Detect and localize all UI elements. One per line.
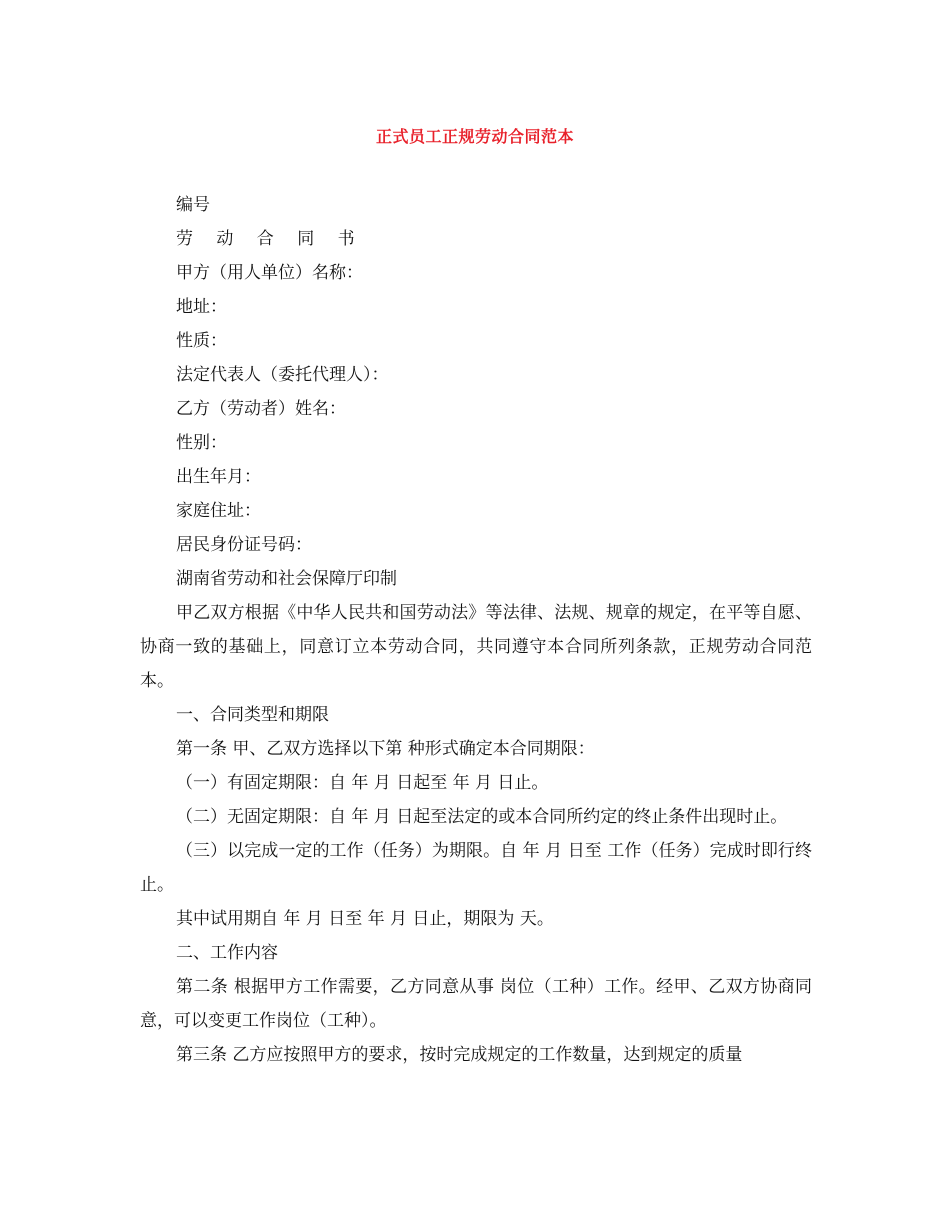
article-3: 第三条 乙方应按照甲方的要求，按时完成规定的工作数量，达到规定的质量 bbox=[176, 1045, 743, 1065]
id-number-field: 居民身份证号码： bbox=[176, 535, 312, 555]
document-title: 正式员工正规劳动合同范本 bbox=[375, 127, 574, 146]
employee-name-field: 乙方（劳动者）姓名： bbox=[176, 399, 346, 419]
preamble-paragraph: 甲乙双方根据《中华人民共和国劳动法》等法律、法规、规章的规定，在平等自愿、协商一致的基础上，同意订立本劳动合同，共同遵守本合同所列条款，正规劳动合同范本。 bbox=[140, 603, 812, 691]
section-heading-contract-type: 一、合同类型和期限 bbox=[176, 705, 329, 725]
article-2: 第二条 根据甲方工作需要，乙方同意从事 岗位（工种）工作。经甲、乙双方协商同意，可以变更工作岗位（工种）。 bbox=[140, 977, 812, 1031]
contract-number-label: 编号 bbox=[176, 195, 210, 215]
printed-by-line: 湖南省劳动和社会保障厅印制 bbox=[176, 569, 397, 589]
document-body bbox=[140, 188, 812, 1072]
article-1-option-1: （一）有固定期限：自 年 月 日起至 年 月 日止。 bbox=[176, 773, 549, 793]
legal-representative-field: 法定代表人（委托代理人）： bbox=[176, 365, 389, 385]
probation-period: 其中试用期自 年 月 日至 年 月 日止，期限为 天。 bbox=[176, 909, 554, 929]
article-1-option-3: （三）以完成一定的工作（任务）为期限。自 年 月 日至 工作（任务）完成时即行终止。 bbox=[140, 841, 812, 895]
address-field: 地址： bbox=[176, 297, 227, 317]
birth-date-field: 出生年月： bbox=[176, 467, 261, 487]
article-1: 第一条 甲、乙双方选择以下第 种形式确定本合同期限： bbox=[176, 739, 595, 759]
article-1-option-2: （二）无固定期限：自 年 月 日起至法定的或本合同所约定的终止条件出现时止。 bbox=[176, 807, 788, 827]
contract-heading: 劳 动 合 同 书 bbox=[176, 229, 364, 249]
gender-field: 性别： bbox=[176, 433, 227, 453]
employer-name-field: 甲方（用人单位）名称： bbox=[176, 263, 363, 283]
nature-field: 性质： bbox=[176, 331, 227, 351]
section-heading-work-content: 二、工作内容 bbox=[176, 943, 278, 963]
home-address-field: 家庭住址： bbox=[176, 501, 261, 521]
